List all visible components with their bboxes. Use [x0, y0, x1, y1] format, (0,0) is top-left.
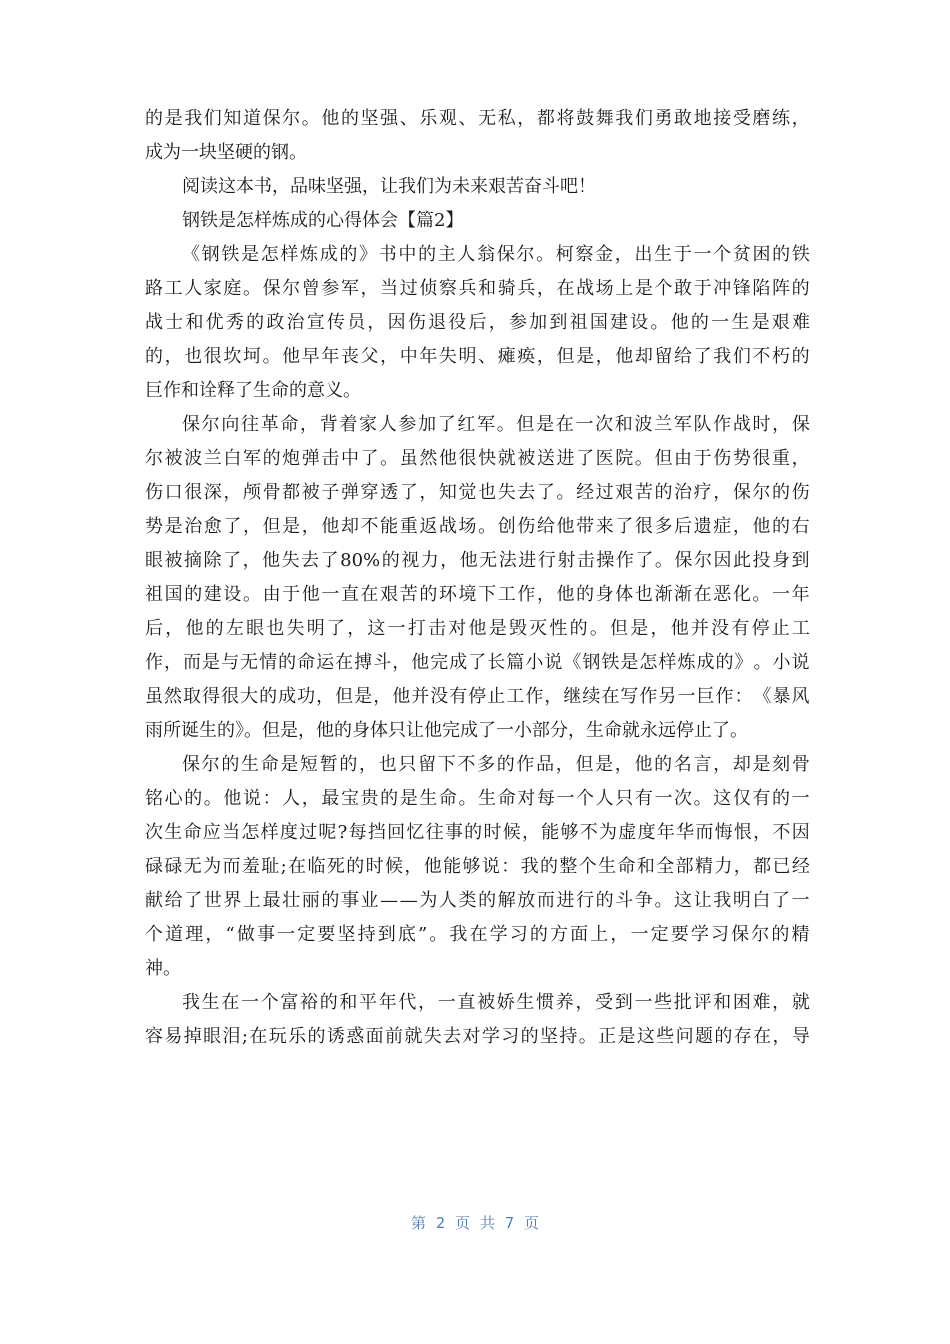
- current-page-number: 2: [435, 1214, 445, 1232]
- text-line: 路 工 人 家 庭 。 保 尔 曾 参 军 ， 当 过 侦 察 兵 和 骑 兵 ， 在 战 场 上 是 个 敢 于 冲 锋 陷 阵 的: [145, 278, 810, 299]
- text-line: 钢铁是怎样炼成的心得体会【篇2】: [182, 210, 464, 231]
- text-line: 个 道 理 ， “ 做 事 一 定 要 坚 持 到 底 ” 。 我 在 学 习 的 方 面 上 ， 一 定 要 学 习 保 尔 的 精: [145, 924, 810, 945]
- text-line: 眼 被 摘 除 了 ， 他 失 去 了 80% 的 视 力 ， 他 无 法 进 行 射 击 操 作 了 。 保 尔 因 此 投 身 到: [145, 550, 810, 571]
- text-line: 作 ， 而 是 与 无 情 的 命 运 在 搏 斗 ， 他 完 成 了 长 篇 小 说 《 钢 铁 是 怎 样 炼 成 的 》 。 小 说: [145, 652, 810, 673]
- text-line: 后 ， 他 的 左 眼 也 失 明 了 ， 这 一 打 击 对 他 是 毁 灭 性 的 。 但 是 ， 他 并 没 有 停 止 工: [145, 618, 810, 639]
- text-line: 伤 口 很 深 ， 颅 骨 都 被 子 弹 穿 透 了 ， 知 觉 也 失 去 了 。 经 过 艰 苦 的 治 疗 ， 保 尔 的 伤: [145, 482, 810, 503]
- text-line: 我 生 在 一 个 富 裕 的 和 平 年 代 ， 一 直 被 娇 生 惯 养 ， 受 到 一 些 批 评 和 困 难 ， 就: [182, 992, 810, 1013]
- page-label-middle-1: 页: [454, 1214, 470, 1232]
- text-line: 保 尔 的 生 命 是 短 暂 的 ， 也 只 留 下 不 多 的 作 品 ， 但 是 ， 他 的 名 言 ， 却 是 刻 骨: [182, 754, 810, 775]
- page-label-prefix: 第: [410, 1214, 426, 1232]
- page-footer: [0, 1212, 950, 1233]
- text-line: 的 ， 也 很 坎 坷 。 他 早 年 丧 父 ， 中 年 失 明 、 瘫 痪 ， 但 是 ， 他 却 留 给 了 我 们 不 朽 的: [145, 346, 810, 367]
- text-line: 神。: [145, 958, 181, 979]
- total-pages-number: 7: [505, 1214, 515, 1232]
- text-line: 铭 心 的 。 他 说 ： 人 ， 最 宝 贵 的 是 生 命 。 生 命 对 每 一 个 人 只 有 一 次 。 这 仅 有 的 一: [145, 788, 810, 809]
- text-line: 虽 然 取 得 很 大 的 成 功 ， 但 是 ， 他 并 没 有 停 止 工 作 ， 继 续 在 写 作 另 一 巨 作 ： 《 暴 风: [145, 686, 810, 707]
- text-line: 祖 国 的 建 设 。 由 于 他 一 直 在 艰 苦 的 环 境 下 工 作 ， 他 的 身 体 也 渐 渐 在 恶 化 。 一 年: [145, 584, 810, 605]
- text-line: 保 尔 向 往 革 命 ， 背 着 家 人 参 加 了 红 军 。 但 是 在 一 次 和 波 兰 军 队 作 战 时 ， 保: [182, 414, 810, 435]
- page-label-middle-2: 共: [480, 1214, 496, 1232]
- text-line: 势 是 治 愈 了 ， 但 是 ， 他 却 不 能 重 返 战 场 。 创 伤 给 他 带 来 了 很 多 后 遗 症 ， 他 的 右: [145, 516, 810, 537]
- text-line: 阅读这本书，品味坚强，让我们为未来艰苦奋斗吧！: [182, 176, 596, 197]
- document-body: [145, 102, 810, 1054]
- text-line: 巨作和诠释了生命的意义。: [145, 380, 361, 401]
- text-line: 献 给 了 世 界 上 最 壮 丽 的 事 业 — — 为 人 类 的 解 放 而 进 行 的 斗 争 。 这 让 我 明 白 了 一: [145, 890, 810, 911]
- text-line: 《 钢 铁 是 怎 样 炼 成 的 》 书 中 的 主 人 翁 保 尔 。 柯 察 金 ， 出 生 于 一 个 贫 困 的 铁: [182, 244, 810, 265]
- text-line: 战 士 和 优 秀 的 政 治 宣 传 员 ， 因 伤 退 役 后 ， 参 加 到 祖 国 建 设 。 他 的 一 生 是 艰 难: [145, 312, 810, 333]
- text-line: 的 是 我 们 知 道 保 尔 。 他 的 坚 强 、 乐 观 、 无 私 ， 都 将 鼓 舞 我 们 勇 敢 地 接 受 磨 练 ，: [145, 108, 810, 129]
- text-line: 成为一块坚硬的钢。: [145, 142, 307, 163]
- text-line: 碌 碌 无 为 而 羞 耻 ; 在 临 死 的 时 候 ， 他 能 够 说 ： 我 的 整 个 生 命 和 全 部 精 力 ， 都 已 经: [145, 856, 810, 877]
- text-line: 尔 被 波 兰 白 军 的 炮 弹 击 中 了 。 虽 然 他 很 快 就 被 送 进 了 医 院 。 但 由 于 伤 势 很 重 ，: [145, 448, 810, 469]
- page-label-suffix: 页: [524, 1214, 540, 1232]
- text-line: 雨所诞生的》。但是，他的身体只让他完成了一小部分，生命就永远停止了。: [145, 720, 748, 741]
- text-line: 容 易 掉 眼 泪 ; 在 玩 乐 的 诱 惑 面 前 就 失 去 对 学 习 的 坚 持 。 正 是 这 些 问 题 的 存 在 ， 导: [145, 1026, 810, 1047]
- text-line: 次 生 命 应 当 怎 样 度 过 呢 ? 每 挡 回 忆 往 事 的 时 候 ， 能 够 不 为 虚 度 年 华 而 悔 恨 ， 不 因: [145, 822, 810, 843]
